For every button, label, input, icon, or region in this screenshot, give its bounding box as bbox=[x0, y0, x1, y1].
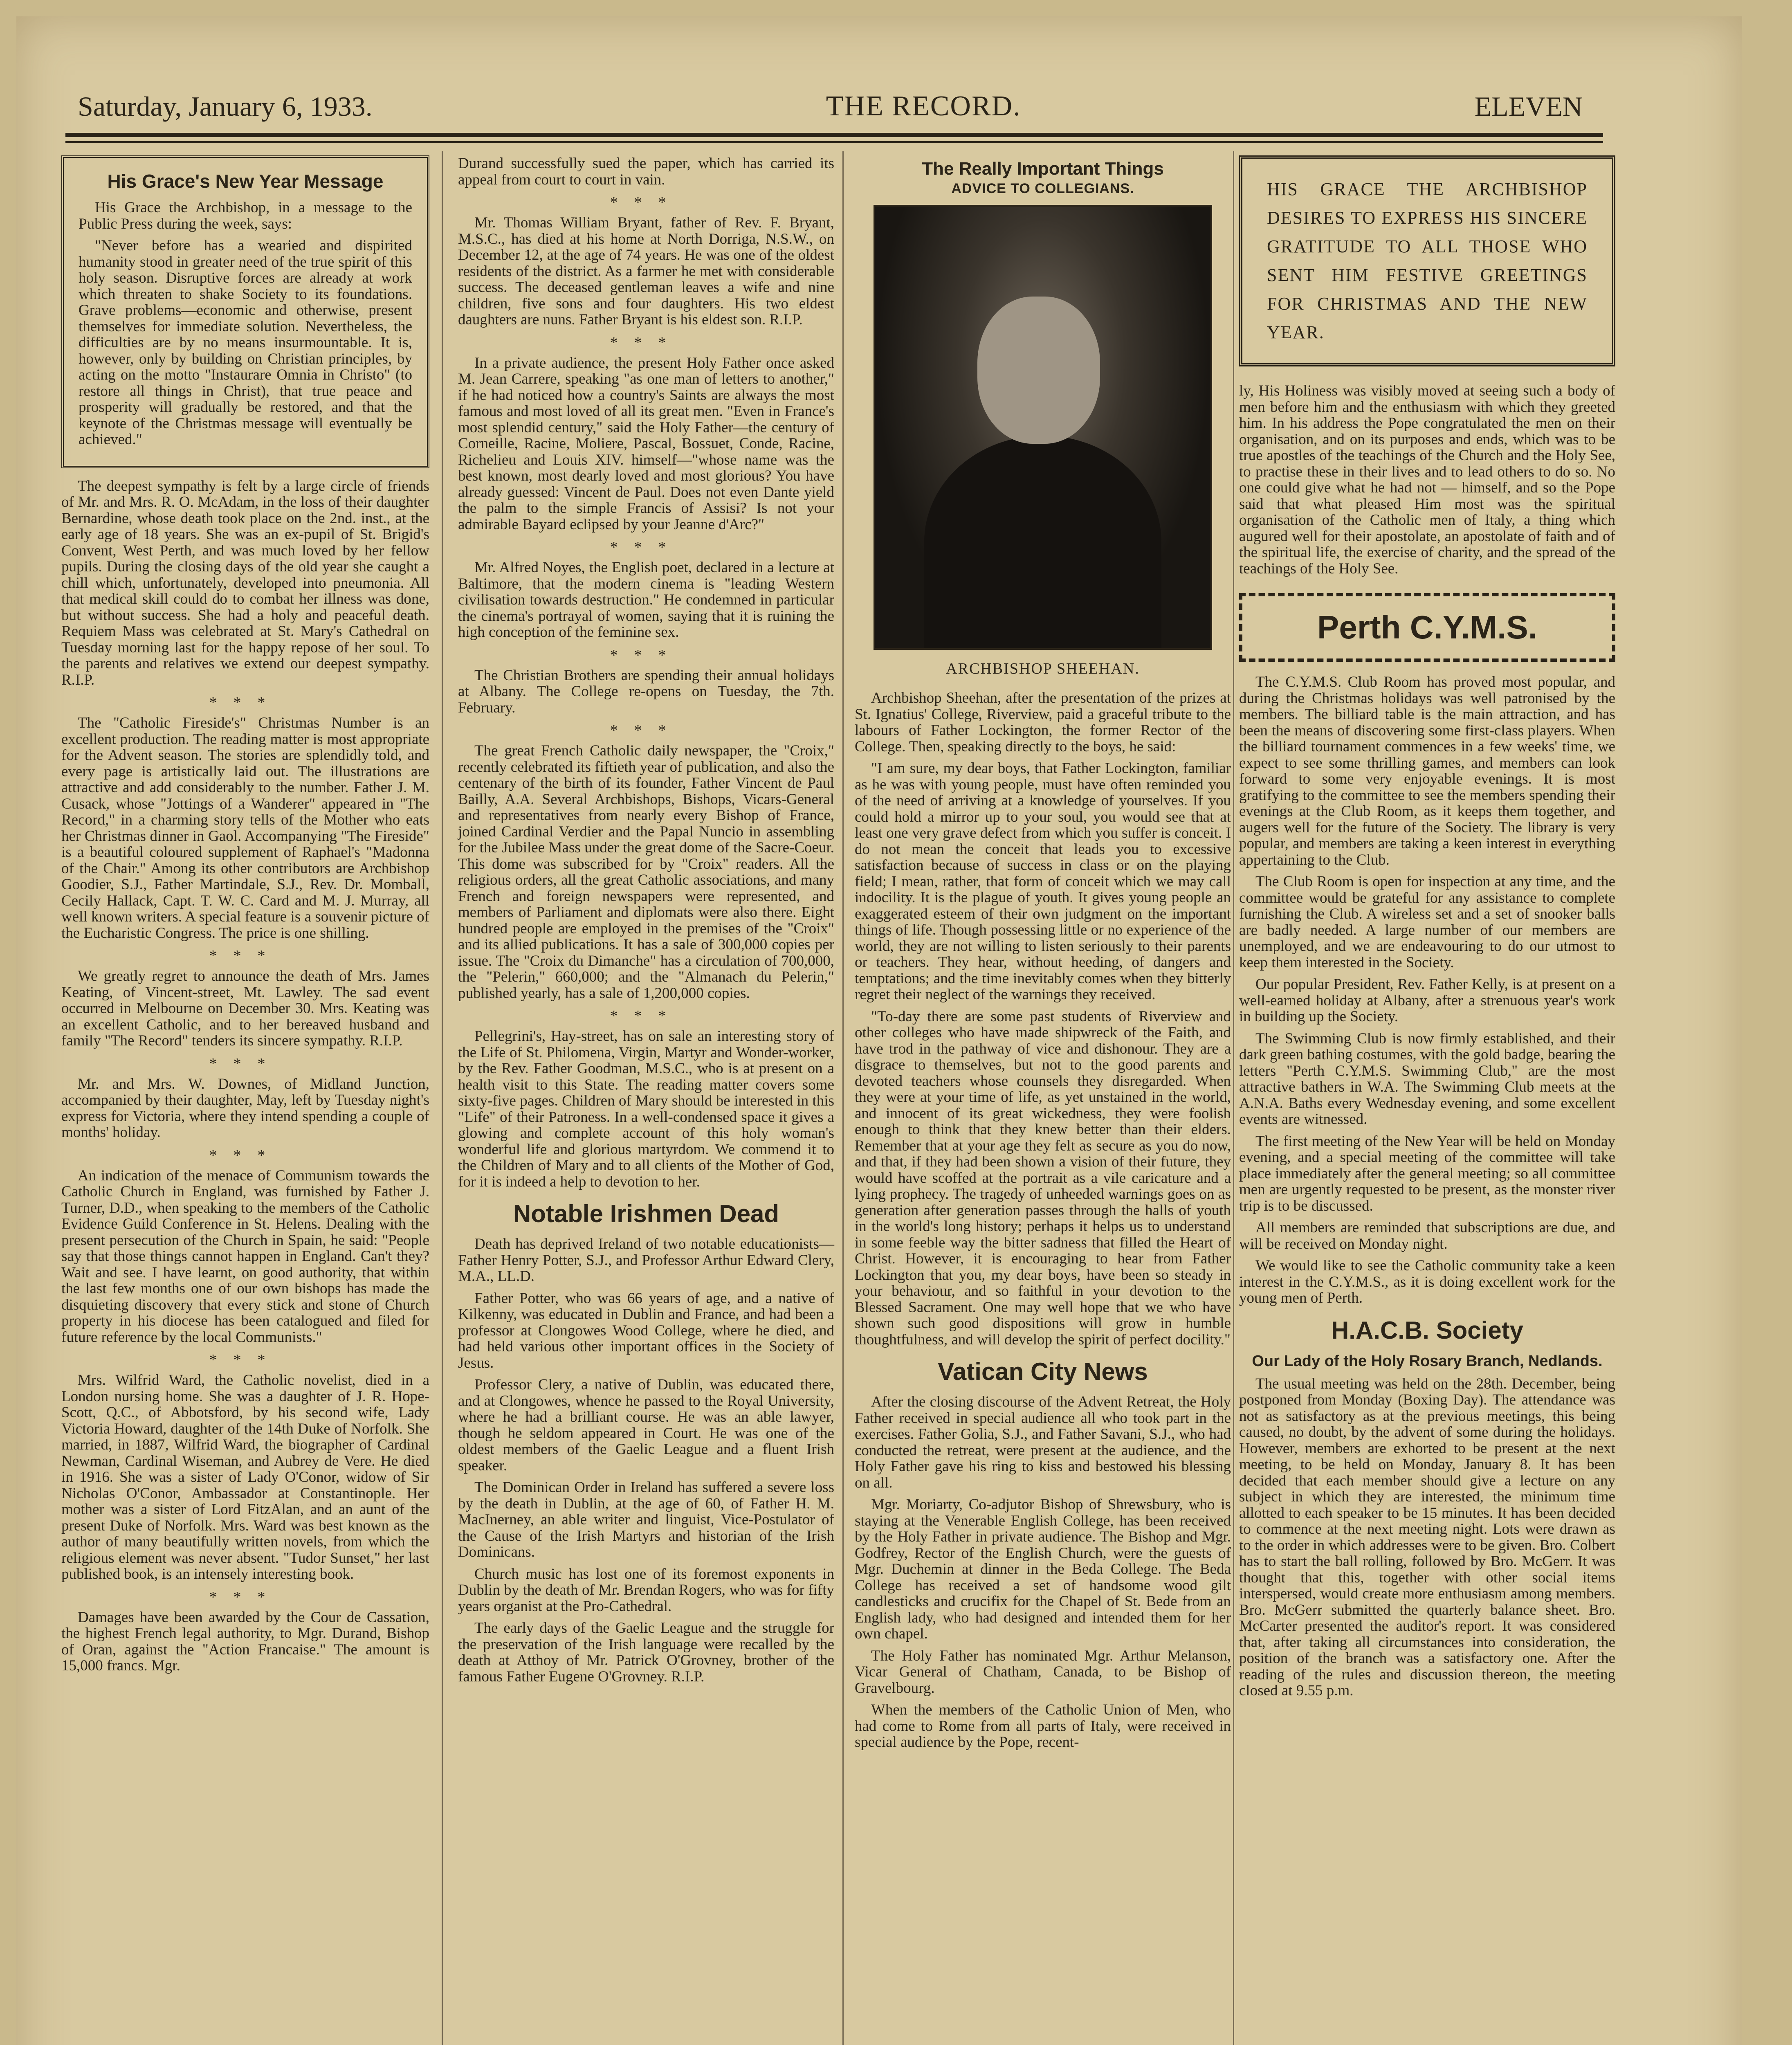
paragraph: Durand successfully sued the paper, which has carried its appeal from court to court in vain. bbox=[458, 155, 834, 188]
masthead bbox=[78, 78, 1583, 123]
paragraph: His Grace the Archbishop, in a message to the Public Press during the week, says: bbox=[79, 199, 412, 232]
paragraph: "Never before has a wearied and dispirited humanity stood in greater need of the true spirit of this holy season. Disruptive forces are already at work which threaten to shake Society to its foundations. Grave problems—economic and otherwise, present themselves for immediate solution. Nevertheless, the difficulties are by no means insurmountable. It is, however, only by building on Christian principles, by acting on the motto "Instaurare Omnia in Christo" (to restore all things in Christ), that true peace and prosperity will gradually be restored, and that the keynote of the Christmas message will eventually be achieved." bbox=[79, 237, 412, 448]
masthead-rule bbox=[65, 133, 1603, 137]
paragraph: Father Potter, who was 66 years of age, and a native of Kilkenny, was educated in Dublin and France, and had been a professor at Clongowes Wood College, where he died, and had held various other important offices in the Society of Jesus. bbox=[458, 1290, 834, 1371]
paragraph: Archbishop Sheehan, after the presentation of the prizes at St. Ignatius' College, Riverview, paid a graceful tribute to the labours of Father Lockington, the former Rector of the College. Then, speaking directly to the boys, he said: bbox=[855, 690, 1231, 755]
photo-caption: ARCHBISHOP SHEEHAN. bbox=[946, 660, 1140, 677]
article-headline: The Really Important Things bbox=[922, 159, 1164, 179]
column-1 bbox=[61, 155, 429, 1680]
paragraph: Our popular President, Rev. Father Kelly, is at present on a well-earned holiday at Albany, after a strenuous year's work in building up the Society. bbox=[1239, 976, 1615, 1025]
page-number: ELEVEN bbox=[1474, 91, 1583, 122]
paragraph: The Club Room is open for inspection at any time, and the committee would be grateful for any assistance to complete furnishing the Club. A wireless set and a set of snooker balls are badly needed. A large number of our members are unemployed, and we are endeavouring to do our utmost to keep them interested in the Society. bbox=[1239, 873, 1615, 971]
paragraph: An indication of the menace of Communism towards the Catholic Church in England, was furnished by Father J. Turner, D.D., when speaking to the members of the Catholic Evidence Guild Conference in St. Helens. Dealing with the present persecution of the Church in Spain, he said: "People say that those things cannot happen in England. Can't they? Wait and see. I have learnt, on good authority, that within the last few months one of our own bishops has made the disquieting discovery that every stick and stone of Church property in his diocese has been catalogued and filed for future reference by the local Communists." bbox=[61, 1167, 429, 1346]
paragraph: Professor Clery, a native of Dublin, was educated there, and at Clongowes, whence he passed to the Royal University, where he had a brilliant course. He was an able lawyer, though he seldom appeared in Court. He was one of the oldest members of the Gaelic League and a fluent Irish speaker. bbox=[458, 1376, 834, 1474]
paragraph: After the closing discourse of the Advent Retreat, the Holy Father received in special audience all who took part in the exercises. Father Golia, S.J., and Father Savani, S.J., who had conducted the retreat, were present at the audience, and the Holy Father gave his ring to kiss and bestowed his blessing on all. bbox=[855, 1393, 1231, 1491]
separator-stars: *** bbox=[209, 1146, 282, 1164]
portrait-robe-shape bbox=[924, 436, 1161, 648]
paragraph: The great French Catholic daily newspaper, the "Croix," recently celebrated its fiftieth year of publication, and also the centenary of the birth of its founder, Father Vincent de Paul Bailly, A.A. Several Archbishops, Bishops, Vicars-General and representatives from nearly every Bishop of France, joined Cardinal Verdier and the Papal Nuncio in assembling for the Jubilee Mass under the great dome of the Sacre-Coeur. This dome was subscribed for by "Croix" readers. All the religious orders, all the great Catholic associations, and many French and foreign newspapers were represented, and members of Parliament and diplomats were also there. Eight hundred people are employed in the premises of the "Croix" and its allied publications. It has a sale of 300,000 copies per issue. The "Croix du Dimanche" has a circulation of 700,000, the "Pelerin," 660,000; and the "Almanach du Pelerin," published yearly, has a sale of 1,200,000 copies. bbox=[458, 742, 834, 1002]
masthead-date: Saturday, January 6, 1933. bbox=[78, 91, 373, 122]
notable-irishmen-heading: Notable Irishmen Dead bbox=[513, 1200, 779, 1227]
paragraph: The Holy Father has nominated Mgr. Arthur Melanson, Vicar General of Chatham, Canada, to be Bishop of Gravelbourg. bbox=[855, 1647, 1231, 1697]
paragraph: The Dominican Order in Ireland has suffered a severe loss by the death in Dublin, at the age of 60, of Father H. M. MacInerney, an able writer and linguist, Vice-Postulator of the Cause of the Irish Martyrs and historian of the Irish Dominicans. bbox=[458, 1479, 834, 1560]
hacb-heading: H.A.C.B. Society bbox=[1331, 1316, 1524, 1344]
column-3 bbox=[855, 155, 1231, 1756]
column-divider bbox=[442, 151, 443, 2045]
separator-stars: *** bbox=[209, 1588, 282, 1606]
paragraph: Damages have been awarded by the Cour de Cassation, the highest French legal authority, to Mgr. Durand, Bishop of Oran, against the "Action Francaise." The amount is 15,000 francs. Mgr. bbox=[61, 1609, 429, 1674]
paragraph: Church music has lost one of its foremost exponents in Dublin by the death of Mr. Brendan Rogers, who was for fifty years organist at the Pro-Cathedral. bbox=[458, 1565, 834, 1615]
masthead-rule-thin bbox=[65, 141, 1603, 143]
gratitude-notice: HIS GRACE THE ARCHBISHOP DESIRES TO EXPRESS HIS SINCERE GRATITUDE TO ALL THOSE WHO SENT HIM FESTIVE GREETINGS FOR CHRISTMAS AND THE NEW YEAR. bbox=[1239, 155, 1615, 366]
paragraph: The Christian Brothers are spending their annual holidays at Albany. The College re-opens on Tuesday, the 7th. February. bbox=[458, 667, 834, 716]
masthead-title: THE RECORD. bbox=[826, 90, 1021, 122]
hacb-branch-subheading: Our Lady of the Holy Rosary Branch, Nedlands. bbox=[1252, 1352, 1603, 1370]
separator-stars: *** bbox=[610, 539, 683, 556]
separator-stars: *** bbox=[209, 694, 282, 711]
paragraph: In a private audience, the present Holy Father once asked M. Jean Carrere, speaking "as one man of letters to another," if he had noticed how a country's Saints are always the most famous and most loved of all its great men. "Even in France's most splendid century," said the Holy Father—the century of Corneille, Racine, Moliere, Pascal, Bossuet, Conde, Racine, Richelieu and Louis XIV. himself—"whose name was the best known, most dearly loved and most glorious? You have already guessed: Vincent de Paul. Does not even Dante yield the palm to the simple Francis of Assisi? Is not your admirable Bayard eclipsed by your Jeanne d'Arc?" bbox=[458, 354, 834, 533]
vatican-news-heading: Vatican City News bbox=[938, 1358, 1148, 1385]
paragraph: The first meeting of the New Year will be held on Monday evening, and a special meeting of the committee will take place immediately after the general meeting; so all committee men are urgently requested to be present, as the monster river trip is to be discussed. bbox=[1239, 1133, 1615, 1214]
column-divider bbox=[1233, 151, 1234, 2045]
paragraph: When the members of the Catholic Union of Men, who had come to Rome from all parts of Italy, were received in special audience by the Pope, recent- bbox=[855, 1701, 1231, 1751]
separator-stars: *** bbox=[610, 646, 683, 664]
paragraph: We greatly regret to announce the death of Mrs. James Keating, of Vincent-street, Mt. Lawley. The sad event occurred in Melbourne on December 30. Mrs. Keating was an excellent Catholic, and to her bereaved husband and family "The Record" tenders its sincere sympathy. R.I.P. bbox=[61, 968, 429, 1049]
separator-stars: *** bbox=[610, 194, 683, 211]
separator-stars: *** bbox=[209, 947, 282, 964]
separator-stars: *** bbox=[610, 334, 683, 351]
archbishop-portrait-photo bbox=[874, 205, 1212, 650]
paragraph: The Swimming Club is now firmly established, and their dark green bathing costumes, with the gold badge, bearing the letters "Perth C.Y.M.S. Swimming Club," are the most attractive bathers in W.A. The Swimming Club meets at the A.N.A. Baths every Wednesday evening, and some excellent events are witnessed. bbox=[1239, 1030, 1615, 1128]
article-subheadline: ADVICE TO COLLEGIANS. bbox=[951, 181, 1134, 196]
paragraph: The usual meeting was held on the 28th. December, being postponed from Monday (Boxing Day). The attendance was not as satisfactory as at the previous meetings, this being caused, no doubt, by the advent of some during the holidays. However, members are exhorted to be present at the next meeting, to be held on Monday, January 8. It has been decided that each member should give a lecture on any subject in which they are interested, the minimum time allotted to each speaker to be 15 minutes. It has been decided to commence at the next meeting night. Lots were drawn as to the order in which addresses were to be given. Bro. Colbert has to start the ball rolling, followed by Bro. McGerr. It was thought that this, together with other social items interspersed, would create more enthusiasm among members. Bro. McGerr submitted the quarterly balance sheet. Bro. McCarter presented the auditor's report. It was considered that, after taking all circumstances into consideration, the position of the branch was a satisfactory one. After the reading of the rules and discussion thereon, the meeting closed at 9.55 p.m. bbox=[1239, 1375, 1615, 1699]
paragraph: The early days of the Gaelic League and the struggle for the preservation of the Irish language were recalled by the death at Atthoy of Mr. Patrick O'Grovney, brother of the famous Father Eugene O'Grovney. R.I.P. bbox=[458, 1620, 834, 1685]
paragraph: The C.Y.M.S. Club Room has proved most popular, and during the Christmas holidays was well patronised by the members. The billiard table is the main attraction, and has been the means of discovering some first-class players. When the billiard tournament commences in a few weeks' time, we expect to see some thrilling games, and members can look forward to some very enjoyable evenings. It is most gratifying to the committee to see the members spending their evenings at the Club Room, as it keeps them together, and augers well for the future of the Society. The library is very popular, and members are taking a keen interest in everything appertaining to the Club. bbox=[1239, 674, 1615, 868]
paragraph: Mgr. Moriarty, Co-adjutor Bishop of Shrewsbury, who is staying at the Venerable English College, has been received by the Holy Father in private audience. The Bishop and Mgr. Godfrey, Rector of the English Church, were the guests of Mgr. Duchemin at dinner in the Beda College. The Beda College has received a set of handsome wood gilt candlesticks and crucifix for the Chapel of St. Bede from an English lady, who had designed and intended them for her own chapel. bbox=[855, 1496, 1231, 1642]
paragraph: Death has deprived Ireland of two notable educationists—Father Henry Potter, S.J., and Professor Arthur Edward Clery, M.A., LL.D. bbox=[458, 1236, 834, 1285]
paragraph: We would like to see the Catholic community take a keen interest in the C.Y.M.S., as it is doing excellent work for the young men of Perth. bbox=[1239, 1257, 1615, 1306]
paragraph: The deepest sympathy is felt by a large circle of friends of Mr. and Mrs. R. O. McAdam, in the loss of their daughter Bernardine, whose death took place on the 2nd. inst., at the early age of 18 years. She was an ex-pupil of St. Brigid's Convent, West Perth, and was much loved by her fellow pupils. During the closing days of the old year she caught a chill which, unfortunately, developed into pneumonia. All that medical skill could do to combat her illness was done, but without success. She had a holy and peaceful death. Requiem Mass was celebrated at St. Mary's Cathedral on Tuesday morning last for the happy repose of her soul. To the parents and relatives we extend our deepest sympathy. R.I.P. bbox=[61, 477, 429, 688]
new-year-message-title: His Grace's New Year Message bbox=[107, 171, 384, 192]
paragraph: Mr. Alfred Noyes, the English poet, declared in a lecture at Baltimore, that the modern cinema is "leading Western civilisation towards destruction." He condemned in particular the cinema's portrayal of women, saying that it is ruining the high conception of the feminine sex. bbox=[458, 559, 834, 640]
paragraph: "I am sure, my dear boys, that Father Lockington, familiar as he was with young people, must have often reminded you of the need of arriving at a knowledge of yourselves. If you could hold a mirror up to your soul, you would see that at least one very grave defect from which you suffer is conceit. I do not mean the conceit that leads you to excessive satisfaction because of success in class or on the playing field; I mean, rather, that form of conceit which we may call indocility. It is the plague of youth. It gives young people an exaggerated esteem of their own judgment on the important things of life. Though possessing little or no experience of the world, they are not willing to listen seriously to their parents or teachers. They hear, without heeding, of dangers and temptations; and the time inevitably comes when they bitterly regret their neglect of the warnings they received. bbox=[855, 760, 1231, 1003]
column-4 bbox=[1239, 155, 1615, 1705]
portrait-face-shape bbox=[977, 297, 1100, 444]
column-divider bbox=[842, 151, 844, 2045]
column-2 bbox=[458, 155, 834, 1690]
newspaper-page bbox=[16, 16, 1742, 2045]
separator-stars: *** bbox=[610, 1007, 683, 1025]
new-year-message-box bbox=[61, 155, 429, 468]
paragraph: The "Catholic Fireside's" Christmas Number is an excellent production. The reading matter is most appropriate for the Advent season. The stories are splendidly told, and every page is artistically laid out. The illustrations are attractive and add considerably to the number. Father J. M. Cusack, whose "Jottings of a Wanderer" appeared in "The Record," in a charming story tells of the Mother who eats her Christmas dinner in Gaol. Accompanying "The Fireside" is a beautiful coloured supplement of Raphael's "Madonna of the Chair." Among its other contributors are Archbishop Goodier, S.J., Father Martindale, S.J., Rev. Dr. Momball, Cecily Hallack, Capt. T. W. C. Card and M. J. Murray, all well known writers. A special feature is a souvenir picture of the Eucharistic Congress. The price is one shilling. bbox=[61, 715, 429, 942]
paragraph: Pellegrini's, Hay-street, has on sale an interesting story of the Life of St. Philomena, Virgin, Martyr and Wonder-worker, by the Rev. Father Goodman, M.S.C., who is at present on a health visit to this State. The reading matter covers some sixty-five pages. Children of Mary should be interested in this "Life" of their Patroness. In a well-condensed space it gives a glowing and complete account of this holy woman's wonderful life and glorious martyrdom. We commend it to the Children of Mary and to all clients of the Mother of God, for it is indeed a help to devotion to her. bbox=[458, 1028, 834, 1190]
separator-stars: *** bbox=[610, 722, 683, 739]
paragraph: Mr. Thomas William Bryant, father of Rev. F. Bryant, M.S.C., has died at his home at North Dorriga, N.S.W., on December 12, at the age of 74 years. He was one of the oldest residents of the district. As a farmer he met with considerable success. The deceased gentleman leaves a wife and nine children, five sons and four daughters. His two eldest daughters are nuns. Father Bryant is his eldest son. R.I.P. bbox=[458, 214, 834, 328]
cyms-heading: Perth C.Y.M.S. bbox=[1239, 593, 1615, 662]
paragraph: ly, His Holiness was visibly moved at seeing such a body of men before him and the enthusiasm with which they greeted him. In his address the Pope congratulated the men on their organisation, and on its purposes and ends, which was to be true apostles of the teachings of the Church and the Holy See, to practise these in their lives and to lead others to do so. No one could give what he had not — himself, and so the Pope said that what pleased Him most was the spiritual organisation of the Catholic men of Italy, a thing which augured well for their apostolate, an apostolate of faith and of the spiritual life, the exercise of charity, and the spread of the teachings of the Holy See. bbox=[1239, 382, 1615, 577]
paragraph: Mrs. Wilfrid Ward, the Catholic novelist, died in a London nursing home. She was a daughter of J. R. Hope-Scott, Q.C., of Abbotsford, by his second wife, Lady Victoria Howard, daughter of the 14th Duke of Norfolk. She married, in 1887, Wilfrid Ward, the biographer of Cardinal Newman, Cardinal Wiseman, and Aubrey de Vere. He died in 1916. She was a sister of Lady O'Conor, widow of Sir Nicholas O'Conor, Ambassador at Constantinople. Her mother was a sister of Lord FitzAlan, and an aunt of the present Duke of Norfolk. Mrs. Ward was best known as the author of many beautifully written novels, from which the religious element was never absent. "Tudor Sunset," her last published book, is an intensely interesting book. bbox=[61, 1372, 429, 1582]
separator-stars: *** bbox=[209, 1351, 282, 1369]
separator-stars: *** bbox=[209, 1055, 282, 1072]
paragraph: "To-day there are some past students of Riverview and other colleges who have made shipwreck of the Faith, and have trod in the pathway of vice and dishonour. They are a disgrace to themselves, but not to the good parents and devoted teachers whose counsels they disregarded. When they were at your time of life, as yet unstained in the world, and innocent of its great wickedness, they were foolish enough to think that they knew better than their elders. Remember that at your age they felt as secure as you do now, and that, if they had been shown a vision of their future, they would have scoffed at the portrait as a vile caricature and a lying prophecy. The tragedy of unheeded warnings goes on as generation after generation passes through the halls of youth in the world's long history; perhaps it helps us to understand in some feeble way the bitter sadness that filled the Heart of Christ. However, it is encouraging to hear from Father Lockington that you, my dear boys, have been so steady in your behaviour, and so faithful in your devotion to the Blessed Sacrament. One may well hope that we who have shown such good dispositions will grow in humble thoughtfulness, and will develop the spirit of perfect docility." bbox=[855, 1008, 1231, 1348]
paragraph: All members are reminded that subscriptions are due, and will be received on Monday night. bbox=[1239, 1219, 1615, 1252]
paragraph: Mr. and Mrs. W. Downes, of Midland Junction, accompanied by their daughter, May, left by Tuesday night's express for Victoria, where they intend spending a couple of months' holiday. bbox=[61, 1075, 429, 1141]
